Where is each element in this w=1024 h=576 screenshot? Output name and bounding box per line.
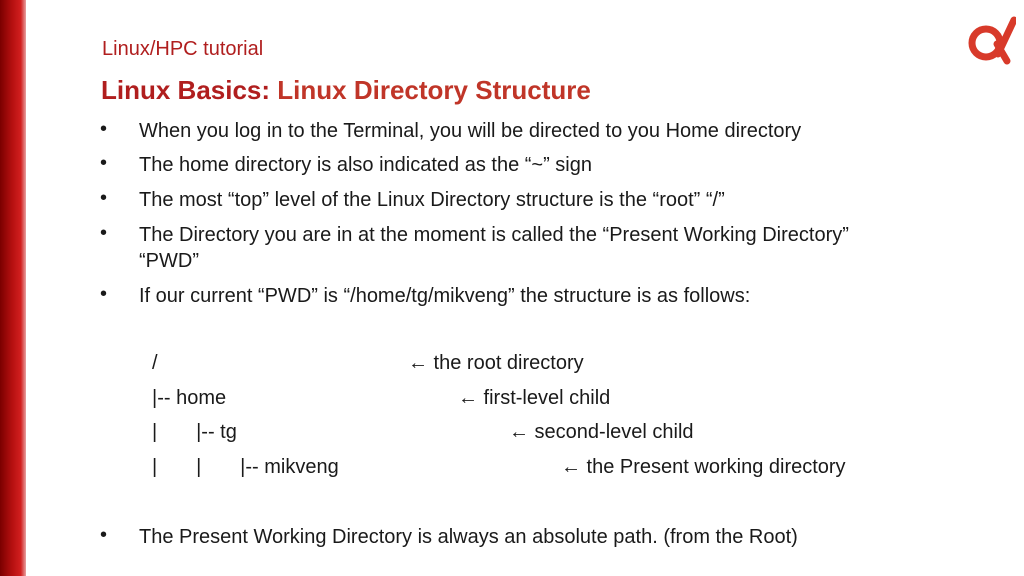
- bullet-marker: •: [100, 222, 108, 244]
- tree-note: ← first-level child: [458, 387, 611, 409]
- bullet-text: The Present Working Directory is always an absolute path. (from the Root): [139, 526, 798, 548]
- tree-note: ← second-level child: [509, 421, 694, 443]
- tree-path: /: [152, 352, 158, 374]
- bullet-marker: •: [100, 187, 108, 209]
- tree-path: |-- home: [152, 387, 227, 409]
- tree-note: ← the Present working directory: [561, 456, 846, 478]
- tree-path: | |-- tg: [152, 421, 237, 443]
- title-prefix: Linux Basics:: [101, 75, 271, 105]
- bullet-marker: •: [100, 524, 108, 546]
- bullet-text: The Directory you are in at the moment is called the “Present Working Directory”: [139, 224, 849, 246]
- bullet-text-continued: “PWD”: [139, 250, 199, 272]
- title-section: Linux Directory Structure: [277, 75, 591, 105]
- bullet-text: When you log in to the Terminal, you will be directed to you Home directory: [139, 120, 802, 142]
- tree-note: ← the root directory: [408, 352, 584, 374]
- bullet-text: The home directory is also indicated as the “~” sign: [139, 154, 592, 176]
- bullet-text: If our current “PWD” is “/home/tg/mikveng” the structure is as follows:: [139, 285, 751, 307]
- bullet-text: The most “top” level of the Linux Directory structure is the “root” “/”: [139, 189, 725, 211]
- slide-subtitle: Linux/HPC tutorial: [102, 38, 264, 60]
- bullet-marker: •: [100, 283, 108, 305]
- tree-path: | | |-- mikveng: [152, 456, 339, 478]
- bullet-marker: •: [100, 118, 108, 140]
- bullet-marker: •: [100, 152, 108, 174]
